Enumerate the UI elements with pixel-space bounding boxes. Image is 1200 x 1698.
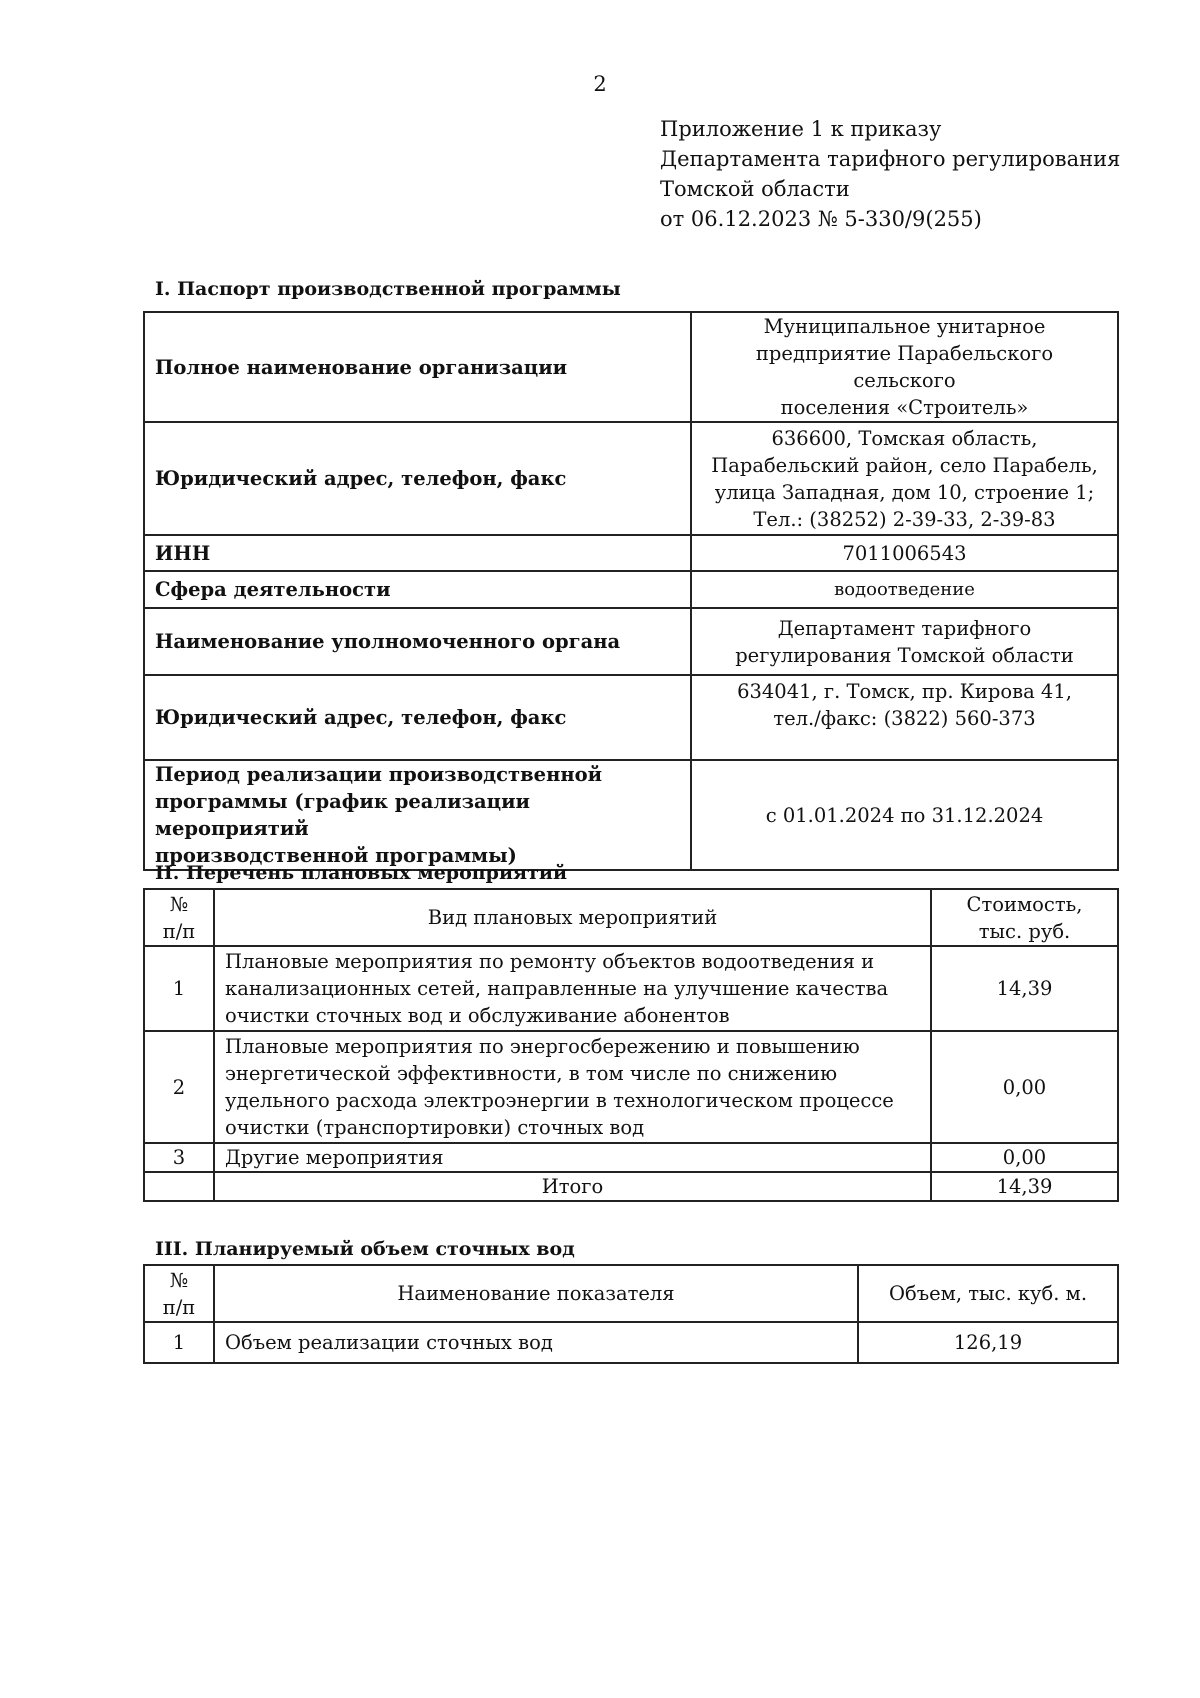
row-name: Объем реализации сточных вод <box>214 1322 858 1363</box>
appendix-line: Приложение 1 к приказу <box>660 117 942 141</box>
label-line: производственной программы) <box>155 844 517 867</box>
row-cost: 0,00 <box>931 1031 1118 1143</box>
value-line: Департамент тарифного <box>777 616 1032 640</box>
row-cost: 14,39 <box>931 946 1118 1031</box>
row-value <box>691 760 1118 870</box>
value-line: водоотведение <box>834 579 975 600</box>
row-label: ИНН <box>144 535 691 571</box>
row-value <box>691 535 1118 571</box>
row-volume: 126,19 <box>858 1322 1118 1363</box>
row-value <box>691 608 1118 675</box>
row-value <box>691 675 1118 760</box>
row-num: 3 <box>144 1143 214 1172</box>
row-num: 1 <box>144 946 214 1031</box>
description-line: Плановые мероприятия по ремонту объектов водоотведения и <box>225 950 875 973</box>
table-row <box>144 760 1118 870</box>
volume-table <box>143 1264 1119 1364</box>
row-num: 2 <box>144 1031 214 1143</box>
row-label: Полное наименование организации <box>144 312 691 422</box>
value-line: Парабельский район, село Парабель, <box>711 453 1098 477</box>
value-line: регулирования Томской области <box>735 643 1074 667</box>
value-line: Муниципальное унитарное <box>763 315 1046 338</box>
description-line: Другие мероприятия <box>225 1146 444 1169</box>
section2-title: II. Перечень плановых мероприятий <box>155 862 568 884</box>
row-label: Наименование уполномоченного органа <box>144 608 691 675</box>
table-row <box>144 1322 1118 1363</box>
row-label: Юридический адрес, телефон, факс <box>144 675 691 760</box>
appendix-line: от 06.12.2023 № 5-330/9(255) <box>660 207 982 231</box>
header-line: Стоимость, <box>966 892 1083 916</box>
appendix-line: Департамента тарифного регулирования <box>660 147 1121 171</box>
row-value <box>691 312 1118 422</box>
row-label <box>144 760 691 870</box>
description-line: Плановые мероприятия по энергосбережению и повышению <box>225 1035 860 1058</box>
value-line: 7011006543 <box>842 541 967 565</box>
table-row <box>144 422 1118 535</box>
col-header-num <box>144 889 214 946</box>
row-description <box>214 1031 931 1143</box>
label-line: Период реализации производственной <box>155 763 603 786</box>
col-header-num <box>144 1265 214 1322</box>
row-cost: 0,00 <box>931 1143 1118 1172</box>
table-row <box>144 1031 1118 1143</box>
description-line: удельного расхода электроэнергии в технологическом процессе <box>225 1089 894 1112</box>
row-value <box>691 571 1118 608</box>
row-num: 1 <box>144 1322 214 1363</box>
section3-title: III. Планируемый объем сточных вод <box>155 1238 575 1260</box>
table-header-row <box>144 889 1118 946</box>
value-line: улица Западная, дом 10, строение 1; <box>714 480 1095 504</box>
activities-table <box>143 888 1119 1202</box>
appendix-line: Томской области <box>660 177 850 201</box>
row-description <box>214 946 931 1031</box>
total-cost: 14,39 <box>931 1172 1118 1201</box>
value-line: тел./факс: (3822) 560-373 <box>773 707 1036 730</box>
header-line: п/п <box>162 1295 196 1319</box>
table-row <box>144 571 1118 608</box>
col-header-volume: Объем, тыс. куб. м. <box>858 1265 1118 1322</box>
description-line: очистки сточных вод и обслуживание абонентов <box>225 1004 730 1027</box>
col-header-name: Наименование показателя <box>214 1265 858 1322</box>
row-label: Сфера деятельности <box>144 571 691 608</box>
header-line: тыс. руб. <box>978 919 1071 943</box>
table-header-row <box>144 1265 1118 1322</box>
table-row <box>144 608 1118 675</box>
appendix-header <box>660 114 1120 234</box>
row-value <box>691 422 1118 535</box>
header-line: № <box>169 892 189 916</box>
description-line: очистки (транспортировки) сточных вод <box>225 1116 645 1139</box>
value-line: Тел.: (38252) 2-39-33, 2-39-83 <box>753 507 1056 531</box>
value-line: поселения «Строитель» <box>780 396 1029 419</box>
description-line: канализационных сетей, направленные на улучшение качества <box>225 977 889 1000</box>
description-line: энергетической эффективности, в том числе по снижению <box>225 1062 838 1085</box>
col-header-name: Вид плановых мероприятий <box>214 889 931 946</box>
value-line: предприятие Парабельского сельского <box>755 342 1054 392</box>
label-line: программы (график реализации мероприятий <box>155 790 531 840</box>
col-header-cost <box>931 889 1118 946</box>
header-line: № <box>169 1268 189 1292</box>
row-num <box>144 1172 214 1201</box>
value-line: 636600, Томская область, <box>771 426 1038 450</box>
table-row <box>144 946 1118 1031</box>
table-row <box>144 675 1118 760</box>
page-number: 2 <box>593 72 607 96</box>
passport-table <box>143 311 1119 871</box>
section1-title: I. Паспорт производственной программы <box>155 278 621 300</box>
header-line: п/п <box>162 919 196 943</box>
total-row <box>144 1172 1118 1201</box>
table-row <box>144 535 1118 571</box>
value-line: с 01.01.2024 по 31.12.2024 <box>765 803 1044 827</box>
row-description <box>214 1143 931 1172</box>
table-row <box>144 1143 1118 1172</box>
total-label: Итого <box>214 1172 931 1201</box>
table-row <box>144 312 1118 422</box>
row-label: Юридический адрес, телефон, факс <box>144 422 691 535</box>
value-line: 634041, г. Томск, пр. Кирова 41, <box>737 680 1072 703</box>
